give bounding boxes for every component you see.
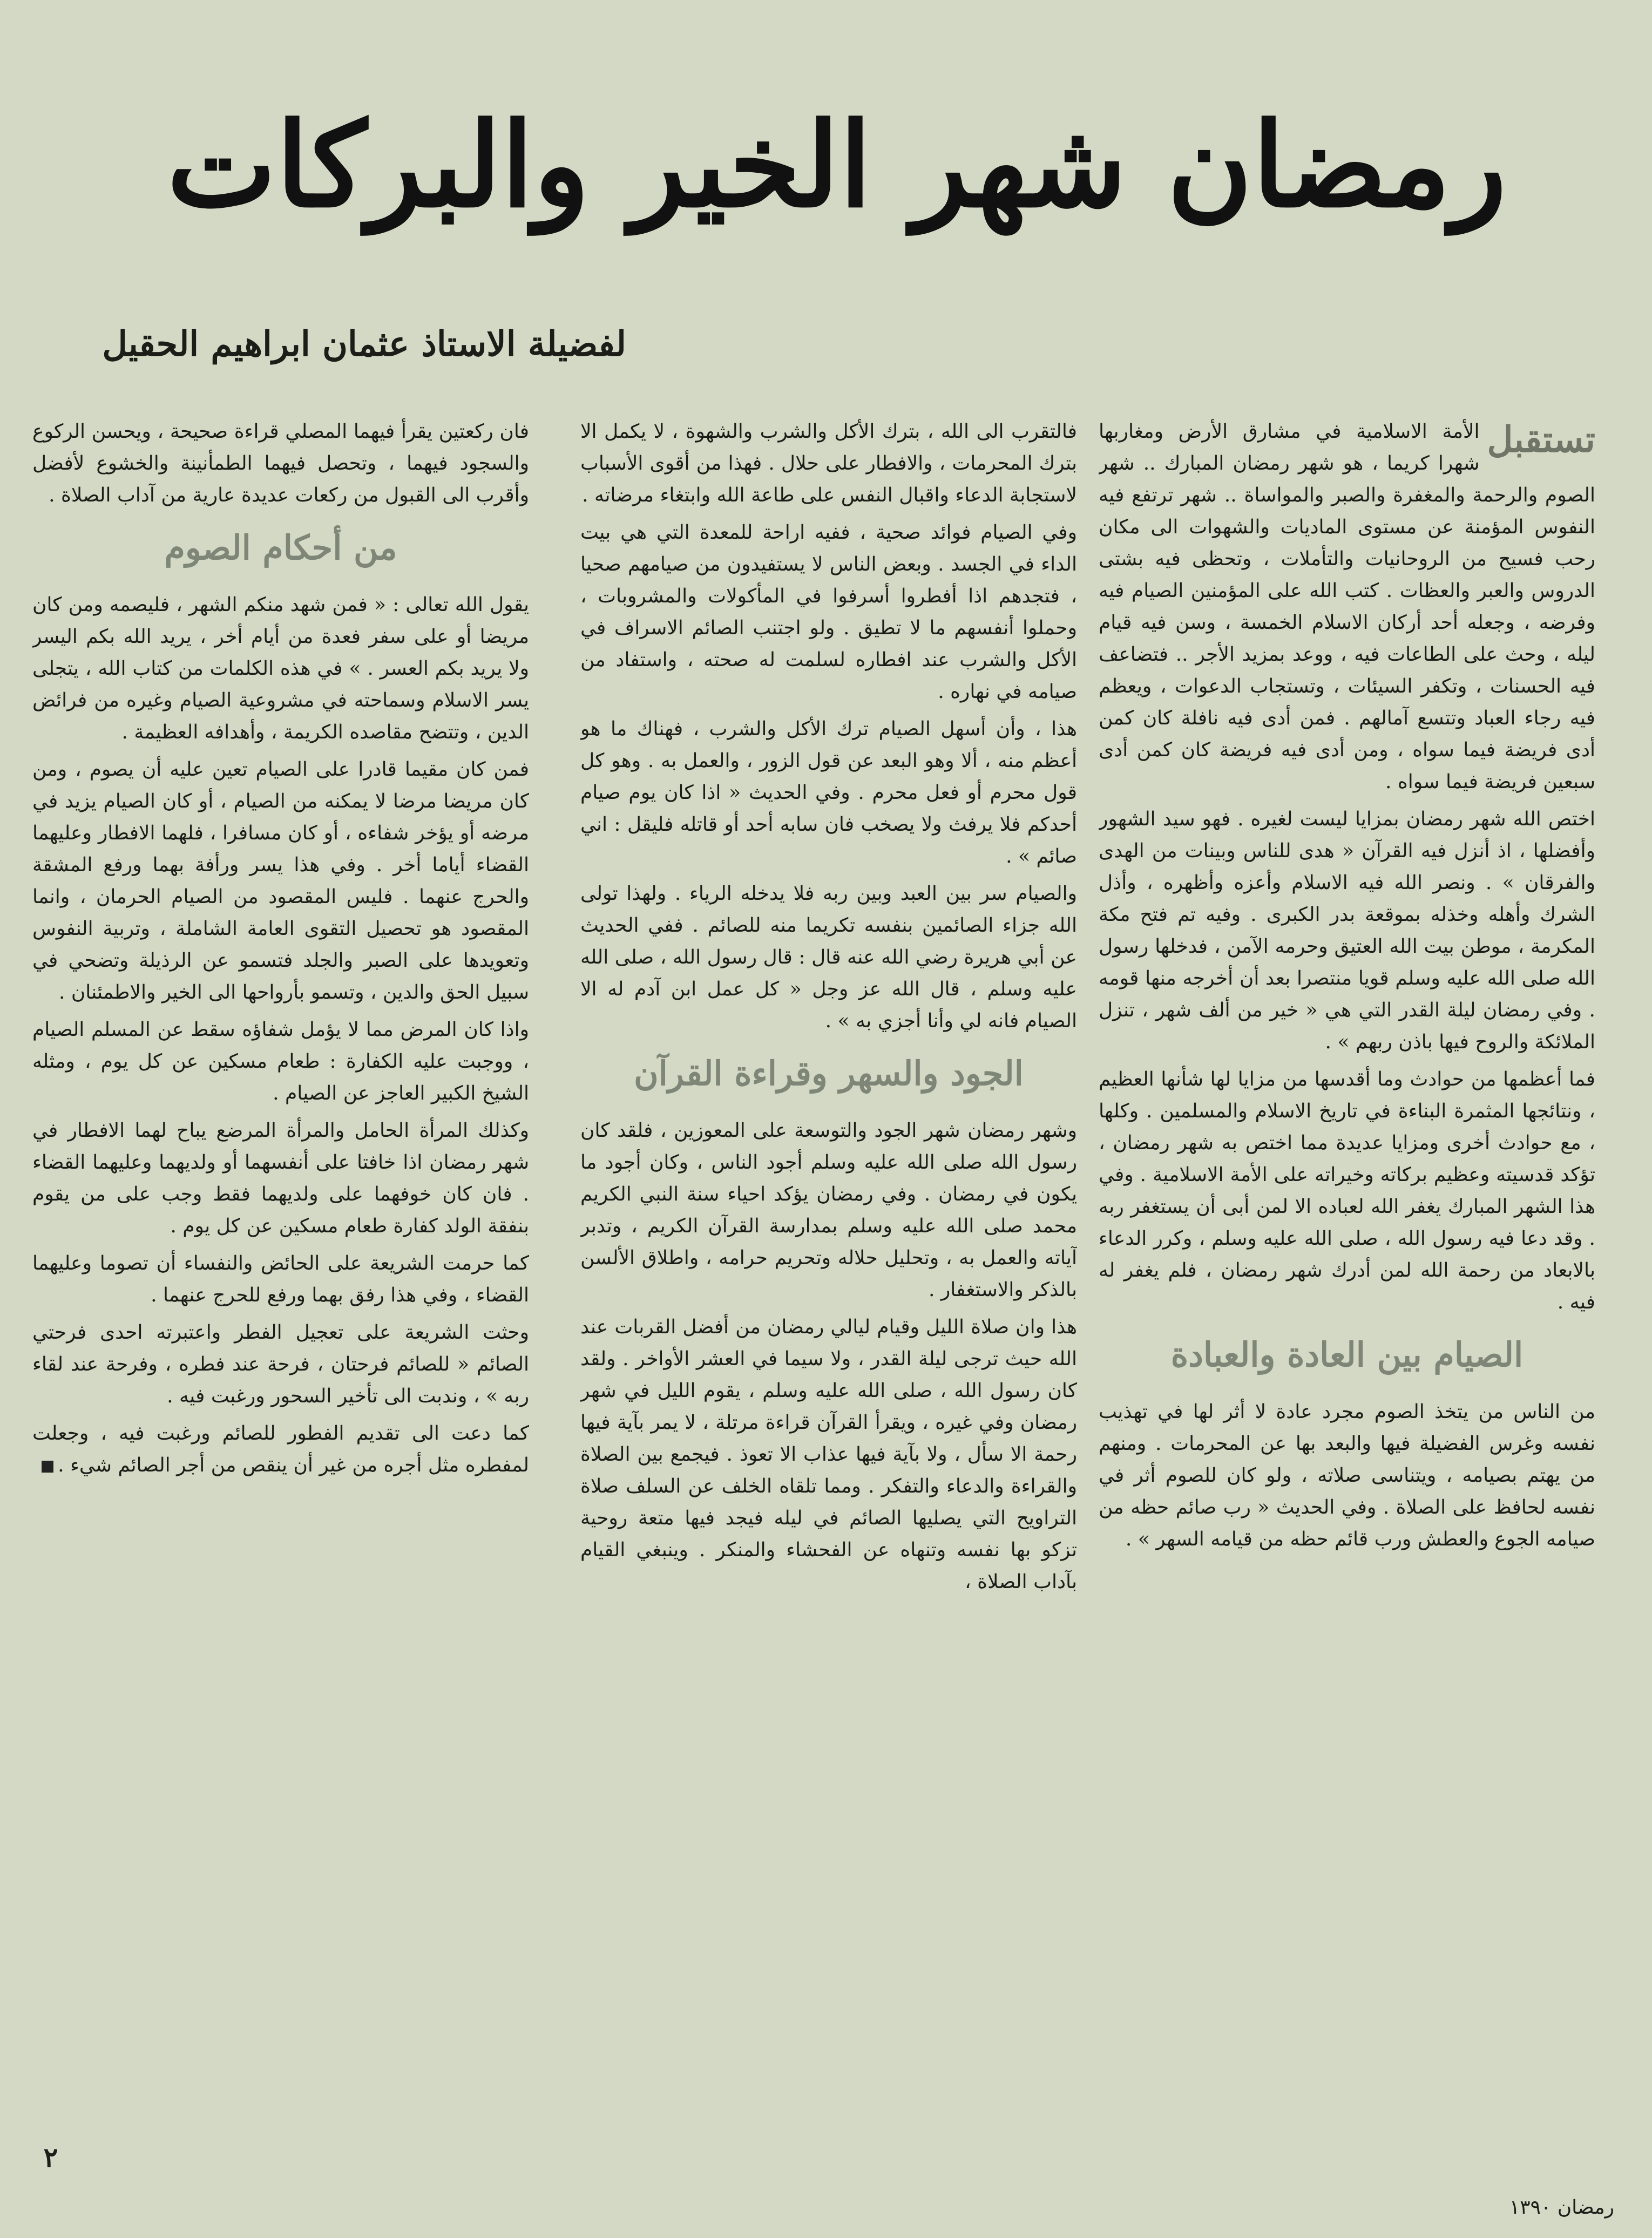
- paragraph: وفي الصيام فوائد صحية ، ففيه اراحة للمعدة التي هي بيت الداء في الجسد . وبعض الناس لا يستفيدون من صيامهم صحيا ، فتجدهم اذا أفطروا أسرفوا في المأكولات والمشروبات ، وحملوا أنفسهم ما لا تطيق . ولو اجتنب الصائم الاسراف في الأكل والشرب عند افطاره لسلمت له صحته ، واستفاد من صيامه في نهاره .: [580, 521, 1077, 703]
- paragraph: فالتقرب الى الله ، بترك الأكل والشرب والشهوة ، لا يكمل الا بترك المحرمات ، والافطار على حلال . فهذا من أقوى الأسباب لاستجابة الدعاء واقبال النفس على طاعة الله وابتغاء مرضاته .: [580, 421, 1077, 506]
- paragraph: وحثت الشريعة على تعجيل الفطر واعتبرته احدى فرحتي الصائم « للصائم فرحتان ، فرحة عند فطره ، وفرحة عند لقاء ربه » ، وندبت الى تأخير السحور ورغبت فيه .: [32, 1321, 529, 1407]
- section-heading: الصيام بين العادة والعبادة: [1170, 1335, 1524, 1374]
- paragraph: فما أعظمها من حوادث وما أقدسها من مزايا لها شأنها العظيم ، ونتائجها المثمرة البناءة في تاريخ الاسلام والمسلمين . وكلها ، مع حوادث أخرى ومزايا عديدة مما اختص به شهر رمضان ، تؤكد قدسيته وعظيم بركاته وخيراته على الأمة الاسلامية . وفي هذا الشهر المبارك يغفر الله لعباده الا لمن أبى أن يستغفر ربه . وقد دعا فيه رسول الله ، صلى الله عليه وسلم ، وكرر الدعاء بالابعاد من رحمة الله لمن أدرك شهر رمضان ، فلم يغفر له فيه .: [1099, 1068, 1595, 1313]
- section-heading: من أحكام الصوم: [164, 528, 397, 567]
- paragraph: فان ركعتين يقرأ فيهما المصلي قراءة صحيحة ، ويحسن الركوع والسجود فيهما ، وتحصل فيهما الطمأنينة والخشوع لأفضل وأقرب الى القبول من ركعات عديدة عارية من آداب الصلاة .: [32, 421, 529, 506]
- paragraph: كما حرمت الشريعة على الحائض والنفساء أن تصوما وعليهما القضاء ، وفي هذا رفق بهما ورفع للحرج عنهما .: [32, 1252, 529, 1306]
- paragraph: فمن كان مقيما قادرا على الصيام تعين عليه أن يصوم ، ومن كان مريضا مرضا لا يمكنه من الصيام ، أو كان الصيام يزيد في مرضه أو يؤخر شفاءه ، أو كان مسافرا ، فلهما الافطار وعليهما القضاء أياما أخر . وفي هذا يسر ورأفة بهما ورفع المشقة والحرج عنهما . فليس المقصود من الصيام الحرمان ، وانما المقصود هو تحصيل التقوى العامة الشاملة ، وتربية النفوس وتعويدها على الصبر والجلد فتسمو عن الرذيلة وتضحي في سبيل الحق والدين ، وتسمو بأرواحها الى الخير والاطمئنان .: [32, 758, 529, 1003]
- paragraph: من الناس من يتخذ الصوم مجرد عادة لا أثر لها في تهذيب نفسه وغرس الفضيلة فيها والبعد بها عن المحرمات . ومنهم من يهتم بصيامه ، ويتناسى صلاته ، ولو كان للصوم أثر في نفسه لحافظ على الصلاة . وفي الحديث « رب صائم حظه من صيامه الجوع والعطش ورب قائم حظه من قيامه السهر » .: [1099, 1401, 1595, 1550]
- article-column-3: [32, 416, 529, 2116]
- paragraph: وكذلك المرأة الحامل والمرأة المرضع يباح لهما الافطار في شهر رمضان اذا خافتا على أنفسهما أو ولديهما وعليهما القضاء . فان كان خوفهما على ولديهما فقط وجب على من يقوم بنفقة الولد كفارة طعام مسكين عن كل يوم .: [32, 1120, 529, 1237]
- paragraph: هذا ، وأن أسهل الصيام ترك الأكل والشرب ، فهناك ما هو أعظم منه ، ألا وهو البعد عن قول الزور ، والعمل به . وهو كل قول محرم أو فعل محرم . وفي الحديث « اذا كان يوم صيام أحدكم فلا يرفث ولا يصخب فان سابه أحد أو قاتله فليقل : اني صائم » .: [580, 718, 1077, 867]
- article-column-1: [1099, 416, 1595, 2116]
- lead-word: تستقبل: [1487, 418, 1595, 460]
- page-title: رمضان شهر الخير والبركات: [167, 96, 1507, 233]
- paragraph: وشهر رمضان شهر الجود والتوسعة على المعوزين ، فلقد كان رسول الله صلى الله عليه وسلم أجود الناس ، وكان أجود ما يكون في رمضان . وفي رمضان يؤكد احياء سنة النبي الكريم محمد صلى الله عليه وسلم بمدارسة القرآن الكريم ، وتدبر آياته والعمل به ، وتحليل حلاله وتحريم حرامه ، واطلاق الألسن بالذكر والاستغفار .: [580, 1120, 1077, 1301]
- article-column-2: [580, 416, 1077, 2116]
- page-number: ٢: [43, 2141, 58, 2173]
- paragraph: يقول الله تعالى : « فمن شهد منكم الشهر ، فليصمه ومن كان مريضا أو على سفر فعدة من أيام أخر ، يريد الله بكم اليسر ولا يريد بكم العسر . » في هذه الكلمات من كتاب الله ، يتجلى يسر الاسلام وسماحته في مشروعية الصيام وغيره من فرائض الدين ، وتتضح مقاصده الكريمة ، وأهدافه العظيمة .: [32, 594, 529, 743]
- issue-date: رمضان ١٣٩٠: [1509, 2196, 1614, 2219]
- paragraph: واذا كان المرض مما لا يؤمل شفاؤه سقط عن المسلم الصيام ، ووجبت عليه الكفارة : طعام مسكين عن كل يوم ، ومثله الشيخ الكبير العاجز عن الصيام .: [32, 1019, 529, 1104]
- paragraph: اختص الله شهر رمضان بمزايا ليست لغيره . فهو سيد الشهور وأفضلها ، اذ أنزل فيه القرآن « هدى للناس وبينات من الهدى والفرقان » . ونصر الله فيه الاسلام وأعزه وأظهره ، وأذل الشرك وأهله وخذله بموقعة بدر الكبرى . وفيه تم فتح مكة المكرمة ، موطن بيت الله العتيق وحرمه الآمن ، فدخلها رسول الله صلى الله عليه وسلم قويا منتصرا بعد أن أخرجه منها قومه . وفي رمضان ليلة القدر التي هي « خير من ألف شهر ، تنزل الملائكة والروح فيها باذن ربهم » .: [1099, 808, 1595, 1053]
- author-byline: لفضيلة الاستاذ عثمان ابراهيم الحقيل: [102, 324, 626, 364]
- paragraph: هذا وان صلاة الليل وقيام ليالي رمضان من أفضل القربات عند الله حيث ترجى ليلة القدر ، ولا سيما في العشر الأواخر . ولقد كان رسول الله ، صلى الله عليه وسلم ، يقوم الليل في شهر رمضان وفي غيره ، ويقرأ القرآن قراءة مرتلة ، لا يمر بآية فيها رحمة الا سأل ، ولا بآية فيها عذاب الا تعوذ . فيجمع بين الصلاة والقراءة والدعاء والتفكر . ومما تلقاه الخلف عن السلف صلاة التراويح التي يصليها الصائم في ليله فيجد فيها متعة روحية تزكو بها نفسه وتنهاه عن الفحشاء والمنكر . وينبغي القيام بآداب الصلاة ،: [580, 1316, 1077, 1593]
- paragraph: والصيام سر بين العبد وبين ربه فلا يدخله الرياء . ولهذا تولى الله جزاء الصائمين بنفسه تكريما منه للصائم . ففي الحديث عن أبي هريرة رضي الله عنه قال : قال رسول الله ، صلى الله عليه وسلم ، قال الله عز وجل « كل عمل ابن آدم له الا الصيام فانه لي وأنا أجزي به » .: [580, 883, 1077, 1032]
- end-of-article-mark: [42, 1461, 53, 1473]
- paragraph: كما دعت الى تقديم الفطور للصائم ورغبت فيه ، وجعلت لمفطره مثل أجره من غير أن ينقص من أجر الصائم شيء .: [32, 1422, 529, 1476]
- paragraph: تستقبل الأمة الاسلامية في مشارق الأرض ومغاربها شهرا كريما ، هو شهر رمضان المبارك .. شهر الصوم والرحمة والمغفرة والصبر والمواساة .. شهر ترتفع فيه النفوس المؤمنة عن مستوى الماديات والشهوات الى مكان رحب فسيح من الروحانيات والتأملات ، وتحظى فيه بشتى الدروس والعبر والعظات . كتب الله على المؤمنين الصيام فيه وفرضه ، وجعله أحد أركان الاسلام الخمسة ، وسن فيه قيام ليله ، وحث على الطاعات فيه ، ووعد بمزيد الأجر .. فتضاعف فيه الحسنات ، وتكفر السيئات ، وتستجاب الدعوات ، ويعظم فيه رجاء العباد وتتسع آمالهم . فمن أدى فيه نافلة كان كمن أدى فريضة فيما سواه ، ومن أدى فيه فريضة كان كمن أدى سبعين فريضة فيما سواه .: [1099, 416, 1595, 798]
- section-heading: الجود والسهر وقراءة القرآن: [634, 1054, 1024, 1093]
